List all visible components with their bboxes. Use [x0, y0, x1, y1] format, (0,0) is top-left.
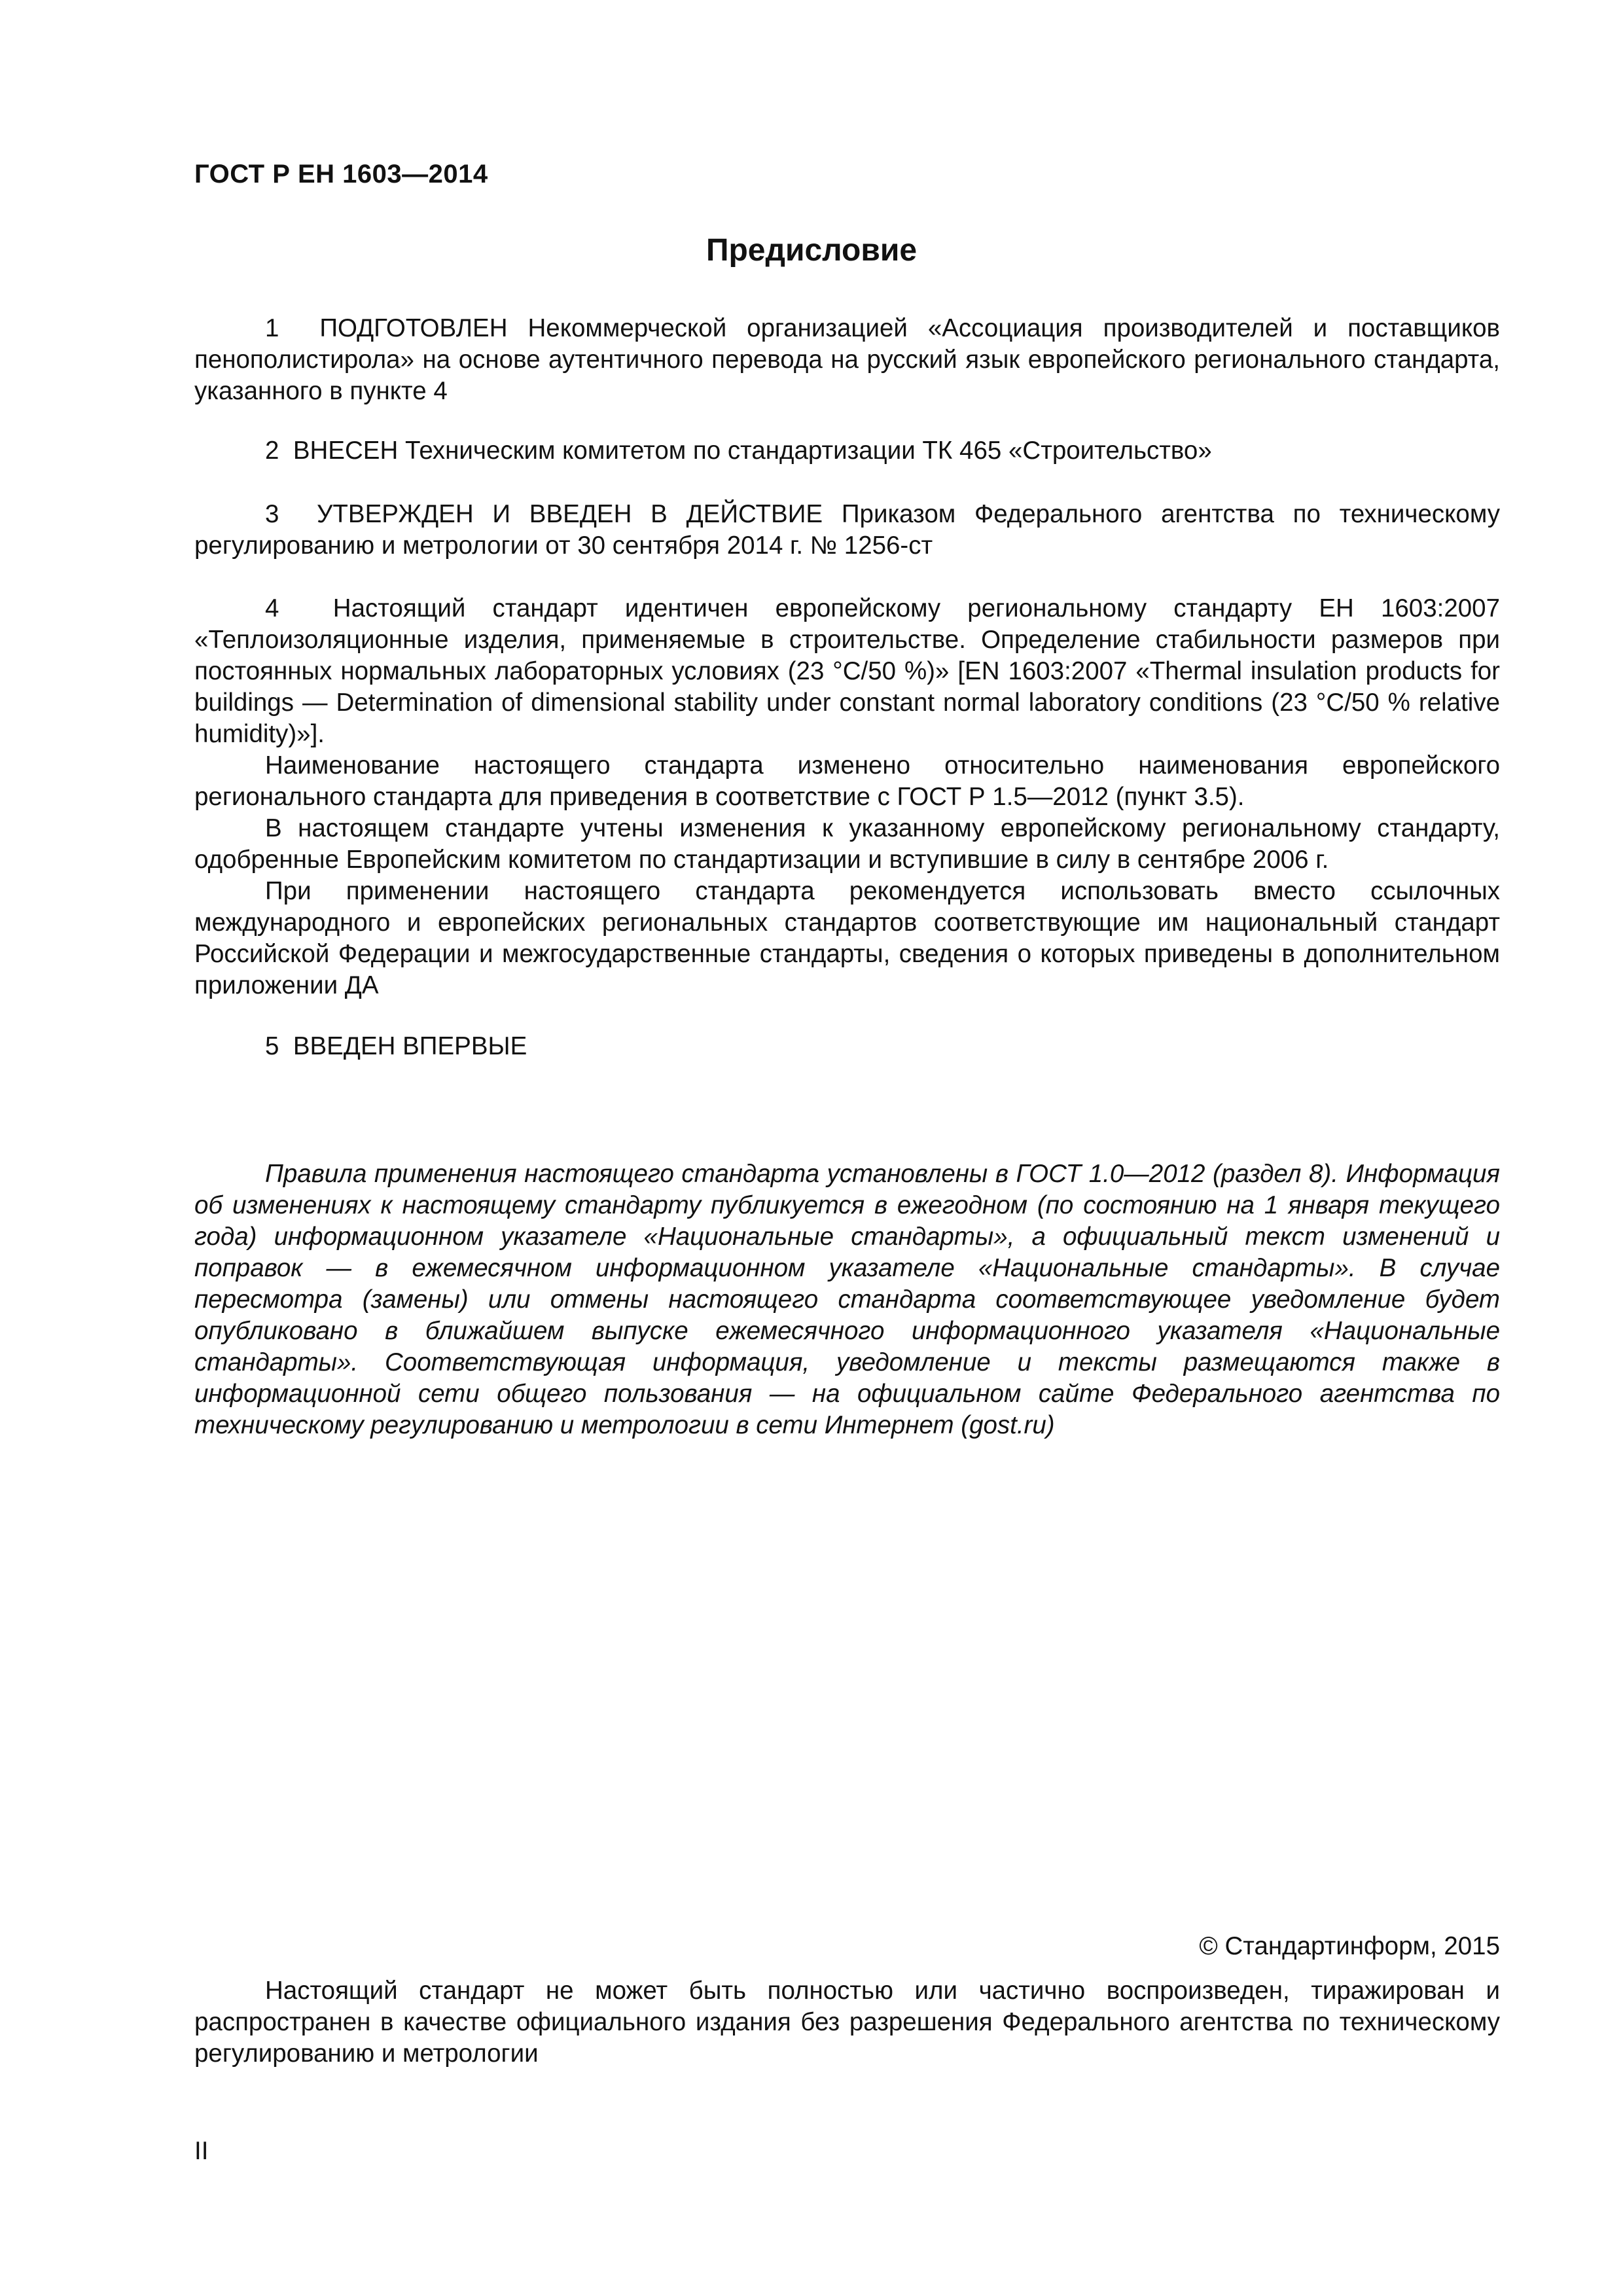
item-lead: ВНЕСЕН [293, 437, 399, 465]
item-text: Некоммерческой организацией «Ассоциация производителей и поставщиков пенополистирола» на основе аутентичного перевода на русский язык европейского регионального стандарта, указанного в пункте 4 [194, 314, 1500, 405]
item-lead: УТВЕРЖДЕН И ВВЕДЕН В ДЕЙСТВИЕ [316, 500, 823, 528]
rules-note [194, 1158, 1500, 1441]
foreword-item-2 [194, 435, 1500, 467]
foreword-item-5 [194, 1031, 1500, 1062]
reproduction-notice-text: Настоящий стандарт не может быть полностью или частично воспроизведен, тиражирован и распространен в качестве официального издания без разрешения Федерального агентства по техническому регулированию и метрологии [194, 1977, 1500, 2068]
foreword-item-4 [194, 593, 1500, 1001]
item-text: Приказом Федерального агентства по техническому регулированию и метрологии от 30 сентября 2014 г. № 1256-ст [194, 500, 1500, 560]
item-text: Техническим комитетом по стандартизации ТК 465 «Строительство» [404, 437, 1212, 465]
item-paragraph: При применении настоящего стандарта рекомендуется использовать вместо ссылочных международного и европейских региональных стандартов соответствующие им национальный стандарт Российской Федерации и межгосударственные стандарты, сведения о которых приведены в дополнительном приложении ДА [194, 877, 1500, 999]
item-text: Настоящий стандарт идентичен европейскому региональному стандарту ЕН 1603:2007 «Теплоизоляционные изделия, применяемые в строительстве. Определение стабильности размеров при постоянных нормальных лабораторных условиях (23 °С/50 %)» [EN 1603:2007 «Thermal insulation products for buildings — Determination of dimensional stability under constant normal laboratory conditions (23 °C/50 % relative humidity)»]. [194, 594, 1500, 748]
item-paragraph: Наименование настоящего стандарта изменено относительно наименования европейского регионального стандарта для приведения в соответствие с ГОСТ Р 1.5—2012 (пункт 3.5). [194, 751, 1500, 811]
item-number: 4 [265, 594, 279, 622]
rules-note-text: Правила применения настоящего стандарта установлены в ГОСТ 1.0—2012 (раздел 8). Информация об изменениях к настоящему стандарту публикуется в ежегодном (по состоянию на 1 января текущего года) информационном указателе «Национальные стандарты», а официальный текст изменений и поправок — в ежемесячном информационном указателе «Национальные стандарты». В случае пересмотра (замены) или отмены настоящего стандарта соответствующее уведомление будет опубликовано в ближайшем выпуске ежемесячного информационного указателя «Национальные стандарты». Соответствующая информация, уведомление и тексты размещаются также в информационной сети общего пользования — на официальном сайте Федерального агентства по техническому регулированию и метрологии в сети Интернет (gost.ru) [194, 1160, 1500, 1439]
copyright: © Стандартинформ, 2015 [1199, 1932, 1500, 1960]
item-number: 2 [265, 437, 279, 465]
foreword-item-3 [194, 499, 1500, 562]
item-lead: ВВЕДЕН ВПЕРВЫЕ [293, 1032, 527, 1060]
foreword-item-1 [194, 313, 1500, 407]
standard-designation: ГОСТ Р ЕН 1603—2014 [194, 160, 488, 188]
section-title: Предисловие [705, 233, 918, 268]
item-lead: ПОДГОТОВЛЕН [319, 314, 508, 342]
item-paragraph: В настоящем стандарте учтены изменения к указанному европейскому региональному стандарту, одобренные Европейским комитетом по стандартизации и вступившие в силу в сентябре 2006 г. [194, 814, 1500, 874]
item-number: 1 [265, 314, 279, 342]
item-number: 5 [265, 1032, 279, 1060]
reproduction-notice [194, 1975, 1500, 2070]
item-number: 3 [265, 500, 279, 528]
page-number: II [194, 2137, 209, 2165]
